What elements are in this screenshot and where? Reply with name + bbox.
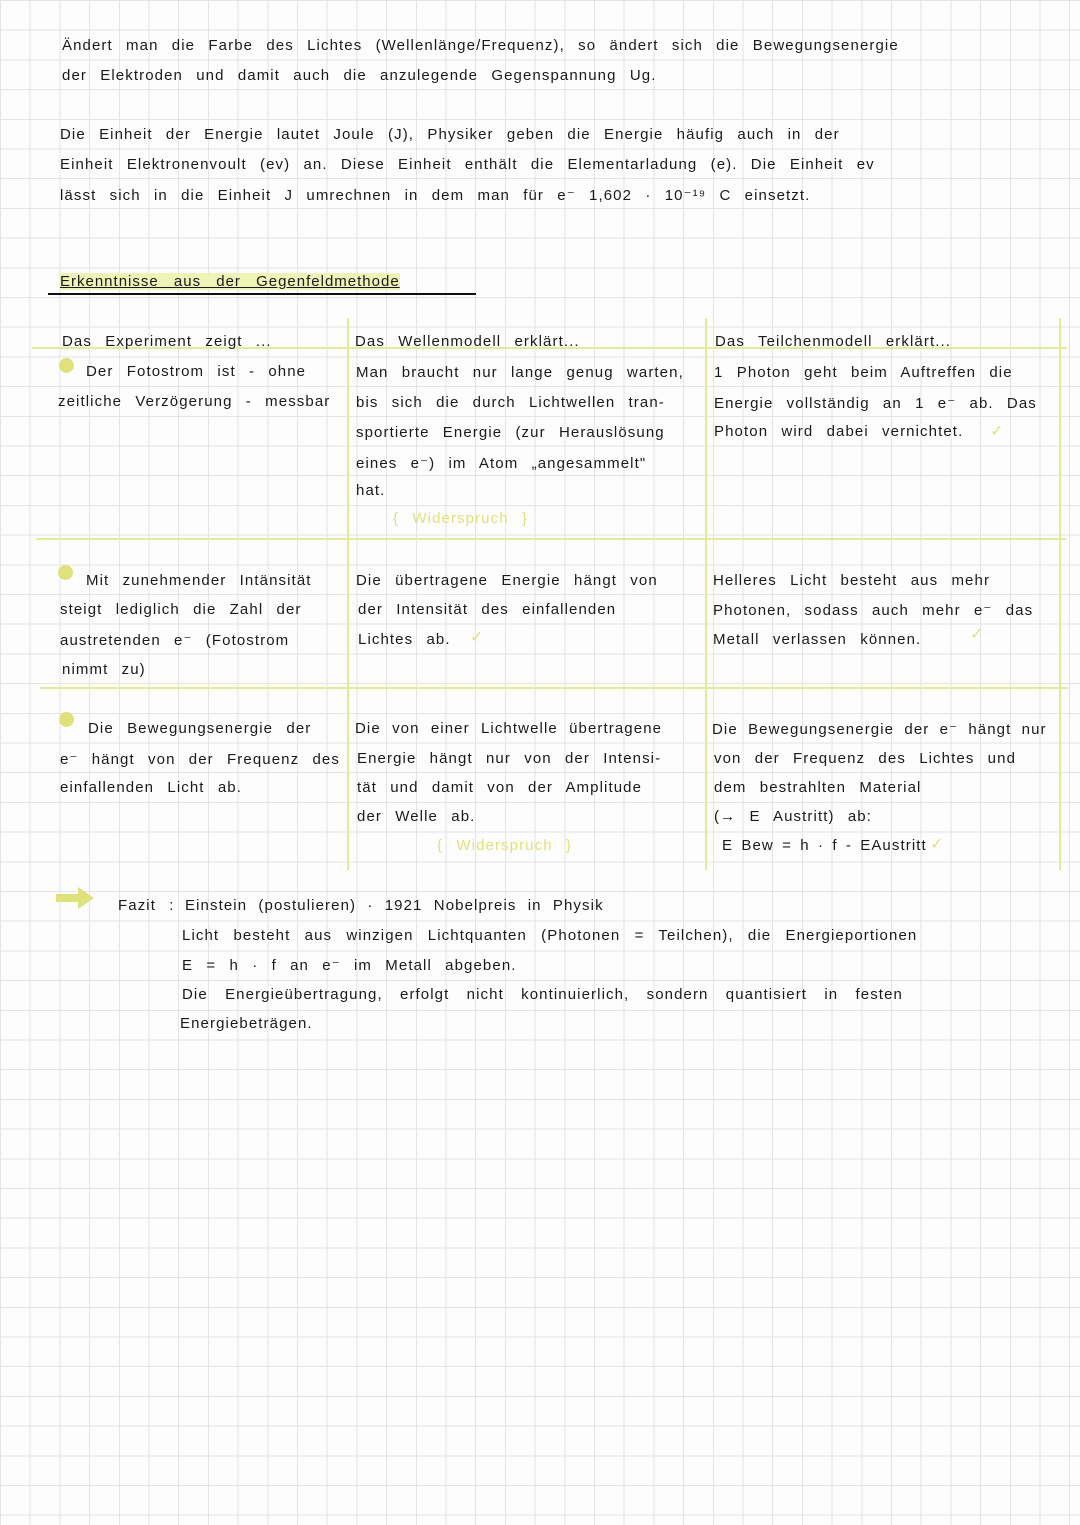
cell-line: Die Bewegungsenergie der <box>88 720 312 737</box>
cell-line: Der Fotostrom ist - ohne <box>86 363 307 380</box>
cell-line: tät und damit von der Amplitude <box>357 779 643 796</box>
cell-line: (→ E Austritt) ab: <box>714 808 872 825</box>
title-underline <box>48 293 476 295</box>
fazit-line: Die Energieübertragung, erfolgt nicht kontinuierlich, sondern quantisiert in festen <box>182 986 903 1003</box>
cell-line: Photon wird dabei vernichtet. <box>714 423 964 440</box>
table-divider <box>40 687 1068 689</box>
fazit-label: Fazit : <box>118 897 175 914</box>
table-divider <box>36 538 1066 540</box>
cell-line: e⁻ hängt von der Frequenz des <box>60 751 340 768</box>
intro-line: der Elektroden und damit auch die anzulegende Gegenspannung Ug. <box>62 67 657 84</box>
column-header-experiment: Das Experiment zeigt ... <box>62 333 272 350</box>
cell-line: Energie vollständig an 1 e⁻ ab. Das <box>714 395 1037 412</box>
column-header-particle: Das Teilchenmodell erklärt... <box>715 333 952 350</box>
cell-line: Metall verlassen können. <box>713 631 922 648</box>
checkmark-icon: ✓ <box>930 836 944 853</box>
bullet-dot <box>58 565 73 580</box>
cell-line: dem bestrahlten Material <box>714 779 922 796</box>
section-title: Erkenntnisse aus der Gegenfeldmethode <box>60 273 400 290</box>
cell-line: Die Bewegungsenergie der e⁻ hängt nur <box>712 721 1047 738</box>
intro-line: Die Einheit der Energie lautet Joule (J), Physiker geben die Energie häufig auch in der <box>60 126 840 143</box>
contradiction-note: { Widerspruch } <box>437 837 573 854</box>
cell-line: Man braucht nur lange genug warten, <box>356 364 684 381</box>
cell-line: zeitliche Verzögerung - messbar <box>58 393 331 410</box>
checkmark-icon: ✓ <box>990 423 1004 440</box>
intro-line: Ändert man die Farbe des Lichtes (Wellenlänge/Frequenz), so ändert sich die Bewegungsenergie <box>62 37 899 54</box>
bullet-dot <box>59 712 74 727</box>
fazit-line: Einstein (postulieren) · 1921 Nobelpreis in Physik <box>185 897 604 914</box>
cell-line: Helleres Licht besteht aus mehr <box>713 572 991 589</box>
cell-line: steigt lediglich die Zahl der <box>60 601 302 618</box>
cell-line: eines e⁻) im Atom „angesammelt" <box>356 455 647 472</box>
intro-line: Einheit Elektronenvoult (ev) an. Diese Einheit enthält die Elementarladung (e). Die Einheit ev <box>60 156 875 173</box>
formula: E Bew = h · f - EAustritt <box>722 837 927 854</box>
cell-line: Die von einer Lichtwelle übertragene <box>355 720 663 737</box>
cell-line: hat. <box>356 482 386 499</box>
checkmark-icon: ✓ <box>470 629 484 646</box>
cell-line: Die übertragene Energie hängt von <box>356 572 658 589</box>
cell-line: Lichtes ab. <box>358 631 451 648</box>
cell-line: austretenden e⁻ (Fotostrom <box>60 632 290 649</box>
cell-line: der Welle ab. <box>357 808 476 825</box>
cell-line: Energie hängt nur von der Intensi- <box>357 750 662 767</box>
cell-line: sportierte Energie (zur Herauslösung <box>356 424 665 441</box>
arrow-right-icon <box>56 886 96 910</box>
cell-line: Photonen, sodass auch mehr e⁻ das <box>713 602 1034 619</box>
column-header-wave: Das Wellenmodell erklärt... <box>355 333 580 350</box>
fazit-line: Licht besteht aus winzigen Lichtquanten (Photonen = Teilchen), die Energieportionen <box>182 927 918 944</box>
cell-line: der Intensität des einfallenden <box>358 601 617 618</box>
checkmark-icon: ✓ <box>970 626 984 643</box>
cell-line: Mit zunehmender Intänsität <box>86 572 312 589</box>
cell-line: nimmt zu) <box>62 661 146 678</box>
table-column-divider <box>347 318 349 870</box>
fazit-line: Energiebeträgen. <box>180 1015 313 1032</box>
cell-line: 1 Photon geht beim Auftreffen die <box>714 364 1013 381</box>
table-column-divider <box>705 318 707 870</box>
table-column-divider <box>1059 318 1061 870</box>
intro-line: lässt sich in die Einheit J umrechnen in dem man für e⁻ 1,602 · 10⁻¹⁹ C einsetzt. <box>60 187 811 204</box>
cell-line: von der Frequenz des Lichtes und <box>714 750 1017 767</box>
contradiction-note: { Widerspruch } <box>393 510 529 527</box>
cell-line: bis sich die durch Lichtwellen tran- <box>356 394 665 411</box>
bullet-dot <box>59 358 74 373</box>
cell-line: einfallenden Licht ab. <box>60 779 242 796</box>
fazit-line: E = h · f an e⁻ im Metall abgeben. <box>182 957 517 974</box>
